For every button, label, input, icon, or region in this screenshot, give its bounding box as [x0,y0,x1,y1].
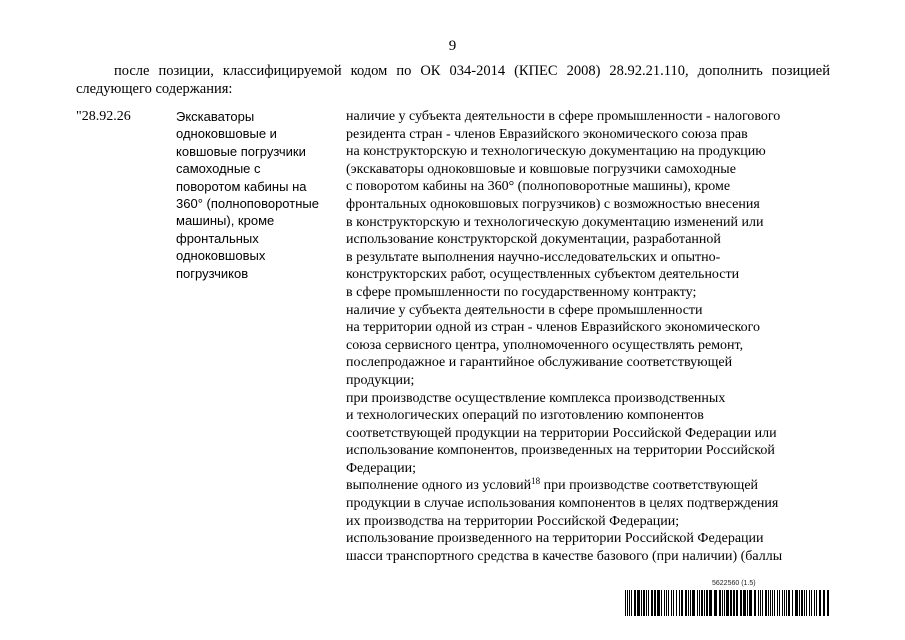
condition-line: на конструкторскую и технологическую документацию на продукцию [346,144,766,160]
condition-line: соответствующей продукции на территории Российской Федерации или [346,425,777,441]
product-line: одноковшовые и [176,126,277,142]
condition-line-footnoted [346,477,826,495]
condition-text: выполнение одного из условий [346,478,532,494]
condition-line: использование конструкторской документации, разработанной [346,232,721,248]
condition-line: с поворотом кабины на 360° (полноповоротные машины), кроме [346,179,731,195]
condition-line: использование компонентов, произведенных на территории Российской [346,443,775,459]
condition-line: при производстве осуществление комплекса производственных [346,390,726,406]
product-line: одноковшовых [176,248,266,264]
product-line: самоходные с [176,161,261,177]
condition-line: и технологических операций по изготовлению компонентов [346,408,704,424]
condition-line: конструкторских работ, осуществленных субъектом деятельности [346,267,740,283]
product-line: погрузчиков [176,265,249,281]
condition-line: послепродажное и гарантийное обслуживание соответствующей [346,355,733,371]
condition-line: фронтальных одноковшовых погрузчиков) с возможностью внесения [346,196,760,212]
condition-line: Федерации; [346,460,417,476]
condition-line: продукции в случае использования компонентов в целях подтверждения [346,496,779,512]
condition-line: использование произведенного на территории Российской Федерации [346,531,764,547]
condition-line: союза сервисного центра, уполномоченного осуществлять ремонт, [346,337,744,353]
barcode-image [625,590,830,616]
product-line: поворотом кабины на [176,178,307,194]
product-line: фронтальных [176,230,259,246]
condition-line: их производства на территории Российской Федерации; [346,513,680,529]
condition-line: в конструкторскую и технологическую документацию изменений или [346,214,764,230]
barcode-caption: 5622560 (1.5) [712,580,756,587]
classification-code: "28.92.26 [76,109,131,124]
product-line: машины), кроме [176,213,275,229]
condition-line: (экскаваторы одноковшовые и ковшовые погрузчики самоходные [346,161,736,177]
condition-line: наличие у субъекта деятельности в сфере промышленности [346,302,703,318]
product-line: ковшовые погрузчики [176,143,306,159]
page-number: 9 [448,38,457,54]
condition-line: наличие у субъекта деятельности в сфере промышленности - налогового [346,109,781,124]
condition-line: шасси транспортного средства в качестве базового (при наличии) (баллы [346,548,783,564]
product-line: Экскаваторы [176,109,255,124]
footnote-marker[interactable]: 18 [531,476,541,487]
condition-line: в сфере промышленности по государственному контракту; [346,284,697,300]
condition-text: при производстве соответствующей [540,478,759,494]
condition-line: продукции; [346,372,415,388]
intro-paragraph: после позиции, классифицируемой кодом по ОК 034-2014 (КПЕС 2008) 28.92.21.110, дополнить позицией следующего содержания: [76,63,830,97]
product-line: 360° (полноповоротные [176,196,319,212]
condition-line: резидента стран - членов Евразийского экономического союза прав [346,126,748,142]
product-name-cell [176,108,336,282]
conditions-cell [346,108,826,565]
condition-line: в результате выполнения научно-исследовательских и опытно- [346,249,721,265]
condition-line: на территории одной из стран - членов Евразийского экономического [346,320,760,336]
